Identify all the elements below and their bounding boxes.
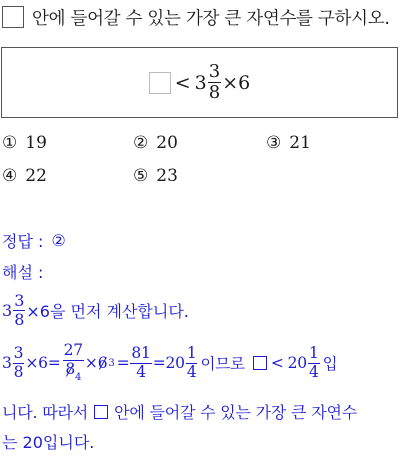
solution-label: 해설 :: [2, 263, 44, 282]
line2-eq1: =: [116, 354, 130, 372]
line2-fraction-d-den: 4: [186, 362, 197, 381]
line2-fraction-e-den: 4: [308, 362, 319, 381]
expression-numerator: 3: [208, 61, 221, 82]
line2-blank-box: [253, 356, 267, 370]
solution-line-2: [2, 342, 337, 384]
line2-six-reduced: 3: [108, 357, 115, 369]
question-prompt-row: [2, 4, 390, 30]
choice-4[interactable]: [2, 166, 47, 186]
line1-whole: 3: [2, 300, 13, 320]
choice-1-value: 19: [25, 133, 47, 153]
line2-tail: 입: [322, 355, 338, 373]
line2-fraction-c-num: 81: [131, 344, 151, 362]
expression-blank-box: [149, 72, 171, 94]
line2-whole2: 20: [165, 354, 185, 372]
line1-rest: ×6을 먼저 계산합니다.: [26, 301, 189, 321]
expression-box: [1, 47, 398, 118]
line2-fraction-d-num: 1: [186, 344, 197, 362]
choice-4-value: 22: [25, 166, 47, 186]
choice-1[interactable]: [2, 133, 47, 153]
choice-3[interactable]: [266, 133, 311, 153]
line2-fraction-b-den: 8: [65, 359, 75, 378]
line2-fraction-b: [63, 343, 84, 383]
line3-blank-box: [94, 405, 108, 419]
expression-whole: 3: [194, 71, 207, 94]
line2-fraction-a-den: 8: [13, 362, 24, 381]
solution-line-3: [2, 400, 357, 423]
line2-times: ×: [84, 354, 98, 372]
expression-times: ×: [222, 71, 239, 94]
line2-times6: ×6=: [25, 354, 61, 372]
expression: [2, 48, 397, 117]
choice-2-value: 20: [156, 133, 178, 153]
line2-fraction-c-den: 4: [136, 362, 146, 381]
answer-value: ②: [51, 231, 66, 250]
solution-label-row: [2, 260, 43, 283]
expression-denominator: 8: [208, 82, 221, 103]
line2-whole: 3: [2, 354, 12, 372]
solution-line-1: [2, 290, 189, 330]
line2-fraction-b-num: 27: [63, 341, 83, 360]
line2-eq2: =: [152, 354, 166, 372]
line2-lt: <: [270, 354, 284, 372]
line2-whole3: 20: [287, 354, 307, 372]
expression-fraction: [208, 63, 221, 102]
line3-a: 니다. 따라서: [2, 403, 89, 422]
line2-text: 이므로: [200, 355, 245, 373]
line1-fraction: [13, 290, 25, 329]
line2-fraction-c: [130, 346, 151, 380]
blank-box: [2, 6, 24, 28]
line2-fraction-e: [308, 346, 320, 380]
choice-5-marker: ⑤: [133, 166, 149, 186]
choice-3-value: 21: [289, 133, 311, 153]
choice-5[interactable]: [133, 166, 178, 186]
line2-fraction-a: [13, 346, 25, 380]
line4: 는 20입니다.: [2, 433, 95, 452]
line2-fraction-e-num: 1: [308, 344, 319, 362]
line1-denominator: 8: [14, 309, 25, 329]
solution-line-4: [2, 430, 94, 453]
line2-fraction-b-den-wrap: [65, 361, 81, 383]
line2-fraction-a-num: 3: [13, 344, 24, 362]
choice-3-marker: ③: [266, 133, 282, 153]
line2-six: 6: [97, 354, 108, 372]
question-prompt: 안에 들어갈 수 있는 가장 큰 자연수를 구하시오.: [32, 8, 390, 29]
choice-2-marker: ②: [133, 133, 149, 153]
answer-row: [2, 229, 66, 252]
answer-label: 정답 :: [2, 232, 44, 251]
line1-numerator: 3: [14, 290, 25, 310]
choices: [0, 133, 400, 203]
choice-1-marker: ①: [2, 133, 18, 153]
expression-multiplier: 6: [238, 71, 251, 94]
choice-5-value: 23: [156, 166, 178, 186]
line2-fraction-b-den-reduced: 4: [75, 371, 82, 383]
expression-less-than: <: [174, 71, 191, 94]
choice-4-marker: ④: [2, 166, 18, 186]
line2-fraction-d: [186, 346, 198, 380]
choice-2[interactable]: [133, 133, 178, 153]
line3-b: 안에 들어갈 수 있는 가장 큰 자연수: [114, 403, 357, 422]
